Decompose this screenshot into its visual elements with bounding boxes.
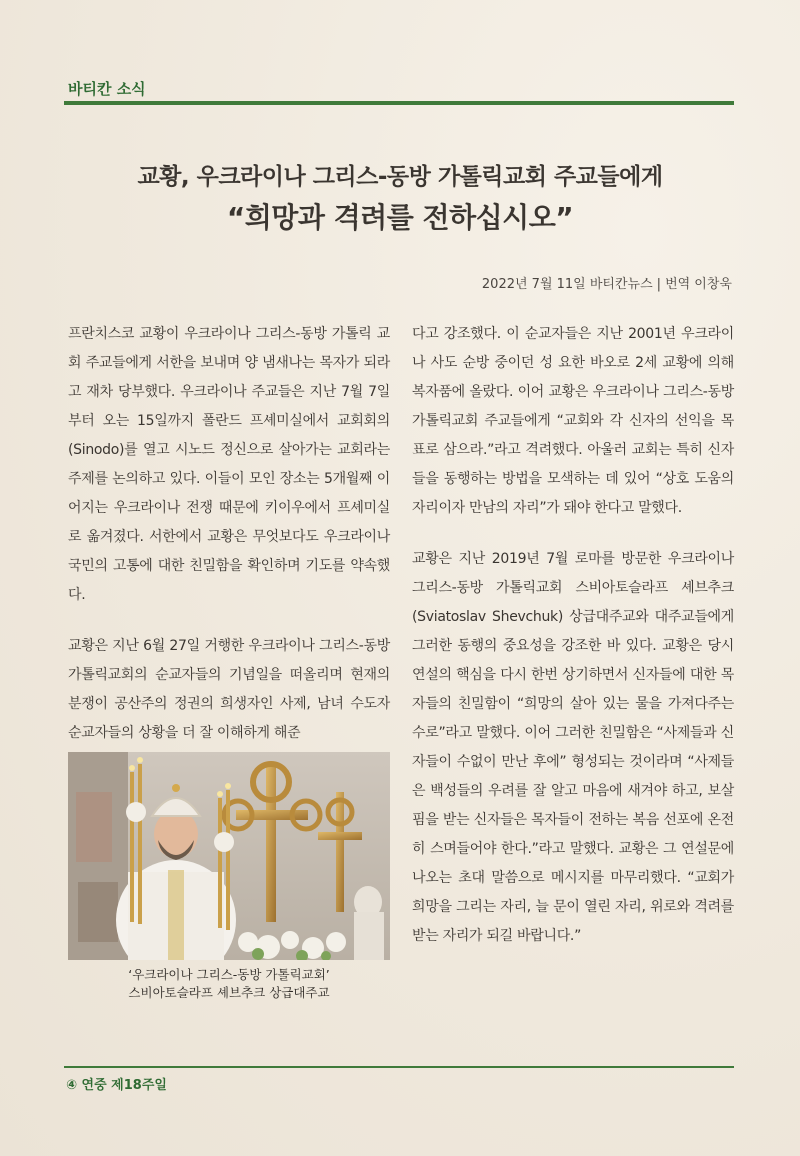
- article-photo: [68, 752, 390, 960]
- paragraph: 교황은 지난 2019년 7월 로마를 방문한 우크라이나 그리스-동방 가톨릭교회 스비아토슬라프 셰브추크(Sviatoslav Shevchuk) 상급대주교와 대주교들에게 그러한 동행의 중요성을 강조한 바 있다. 교황은 당시 연설의 핵심을 다시 한번 상기하면서 신자들에 대한 목자들의 친밀함이 “희망의 살아 있는 물을 가져다주는 수로”라고 말했다. 이어 그러한 친밀함은 “사제들과 신자들이 수없이 만난 후에” 형성되는 것이라며 “사제들은 백성들의 우려를 잘 알고 마음에 새겨야 하고, 보살핌을 받는 신자들은 목자들이 전하는 복음 선포에 온전히 스며들어야 한다.”라고 말했다. 교황은 그 연설문에 나오는 초대 말씀으로 메시지를 마무리했다. “교회가 희망을 그리는 자리, 늘 문이 열린 자리, 위로와 격려를 받는 자리가 되길 바랍니다.”: [412, 551, 734, 944]
- section-label: 바티칸 소식: [68, 80, 146, 98]
- paragraph: 교황은 지난 6월 27일 거행한 우크라이나 그리스-동방 가톨릭교회의 순교자들의 기념일을 떠올리며 현재의 분쟁이 공산주의 정권의 희생자인 사제, 남녀 수도자 순교자들의 상황을 더 잘 이해하게 해준: [68, 638, 390, 741]
- header-rule: [64, 101, 734, 105]
- footer-rule: [64, 1066, 734, 1068]
- byline-date-source: 2022년 7월 11일 바티칸뉴스: [481, 277, 653, 292]
- photo-illustration: [68, 752, 390, 960]
- paragraph: 다고 강조했다. 이 순교자들은 지난 2001년 우크라이나 사도 순방 중이던 성 요한 바오로 2세 교황에 의해 복자품에 올랐다. 이어 교황은 우크라이나 그리스-동방 가톨릭교회 주교들에게 “교회와 각 신자의 선익을 목표로 삼으라.”라고 격려했다. 아울러 교회는 특히 신자들을 동행하는 방법을 모색하는 데 있어 “상호 도움의 자리이자 만남의 자리”가 돼야 한다고 말했다.: [412, 326, 734, 516]
- article-title-line1: 교황, 우크라이나 그리스-동방 가톨릭교회 주교들에게: [137, 164, 663, 190]
- article-title-line2: “희망과 격려를 전하십시오”: [226, 201, 574, 234]
- article-byline: [482, 273, 732, 292]
- byline-separator: |: [656, 277, 662, 292]
- caption-line1: ‘우크라이나 그리스-동방 가톨릭교회’: [128, 967, 330, 982]
- article-column-left: [68, 320, 390, 770]
- caption-line2: 스비아토슬라프 셰브추크 상급대주교: [128, 985, 330, 1000]
- byline-translator: 번역 이창욱: [665, 277, 732, 292]
- paragraph: 프란치스코 교황이 우크라이나 그리스-동방 가톨릭 교회 주교들에게 서한을 보내며 양 냄새나는 목자가 되라고 재차 당부했다. 우크라이나 주교들은 지난 7월 7일부터 오는 15일까지 폴란드 프셰미실에서 교회회의(Sinodo)를 열고 시노드 정신으로 살아가는 교회라는 주제를 논의하고 있다. 이들이 모인 장소는 5개월째 이어지는 우크라이나 전쟁 때문에 키이우에서 프셰미실로 옮겨졌다. 서한에서 교황은 무엇보다도 우크라이나 국민의 고통에 대한 친밀함을 확인하며 기도를 약속했다.: [68, 326, 390, 603]
- photo-caption: [68, 966, 390, 1002]
- article-column-right: [412, 320, 734, 973]
- page-footer-label: ④ 연중 제18주일: [66, 1078, 167, 1093]
